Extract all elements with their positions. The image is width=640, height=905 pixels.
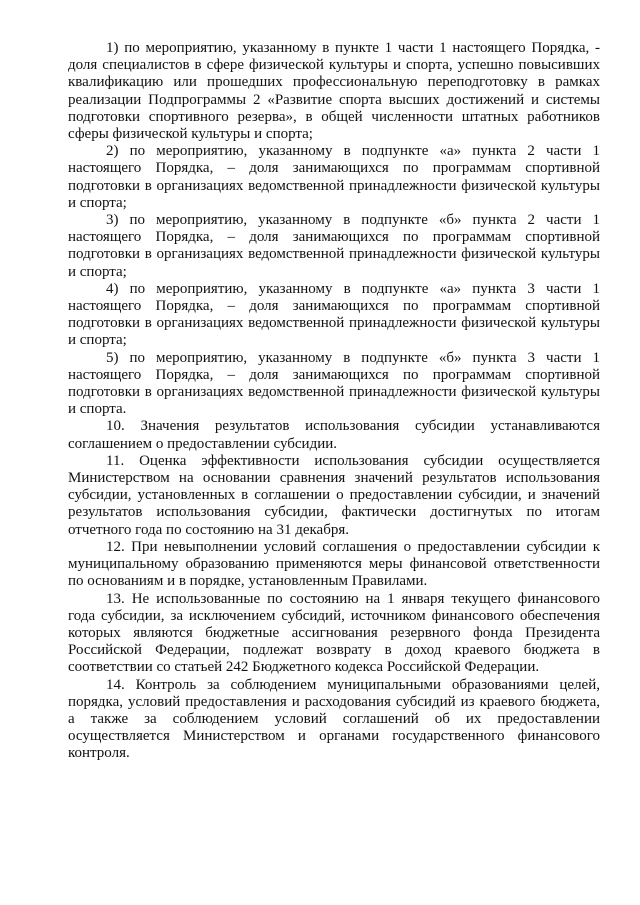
paragraph-indicator-2: 2) по мероприятию, указанному в подпункте «а» пункта 2 части 1 настоящего Порядка, – доля занимающихся по программам спортивной подготовки в организациях ведомственной принадлежности физической культуры и спорта; — [68, 143, 600, 211]
paragraph-indicator-3: 3) по мероприятию, указанному в подпункте «б» пункта 2 части 1 настоящего Порядка, – доля занимающихся по программам спортивной подготовки в организациях ведомственной принадлежности физической культуры и спорта; — [68, 212, 600, 280]
paragraph-clause-12: 12. При невыполнении условий соглашения о предоставлении субсидии к муниципальному образованию применяются меры финансовой ответственности по основаниям и в порядке, установленным Правилами. — [68, 538, 600, 590]
paragraph-clause-13: 13. Не использованные по состоянию на 1 января текущего финансового года субсидии, за исключением субсидий, источником финансового обеспечения которых являются бюджетные ассигнования резервного фонда Президента Российской Федерации, подлежат возврату в доход краевого бюджета в соответствии со статьей 242 Бюджетного кодекса Российской Федерации. — [68, 590, 600, 676]
paragraph-indicator-5: 5) по мероприятию, указанному в подпункте «б» пункта 3 части 1 настоящего Порядка, – доля занимающихся по программам спортивной подготовки в организациях ведомственной принадлежности физической культуры и спорта. — [68, 349, 600, 418]
document-page — [68, 40, 600, 763]
paragraph-indicator-4: 4) по мероприятию, указанному в подпункте «а» пункта 3 части 1 настоящего Порядка, – доля занимающихся по программам спортивной подготовки в организациях ведомственной принадлежности физической культуры и спорта; — [68, 280, 600, 349]
paragraph-clause-14: 14. Контроль за соблюдением муниципальными образованиями целей, порядка, условий предоставления и расходования субсидий из краевого бюджета, а также за соблюдением условий соглашений об их предоставлении осуществляется Министерством и органами государственного финансового контроля. — [68, 676, 600, 762]
paragraph-clause-11: 11. Оценка эффективности использования субсидии осуществляется Министерством на основании сравнения значений результатов использования субсидии, установленных в соглашении о предоставлении субсидии, и значений результатов использования субсидии, фактически достигнутых по итогам отчетного года по состоянию на 31 декабря. — [68, 452, 600, 538]
paragraph-indicator-1: 1) по мероприятию, указанному в пункте 1 части 1 настоящего Порядка, - доля специалистов в сфере физической культуры и спорта, успешно повысивших квалификацию или прошедших профессиональную переподготовку в рамках реализации Подпрограммы 2 «Развитие спорта высших достижений и системы подготовки спортивного резерва», в общей численности штатных работников сферы физической культуры и спорта; — [68, 40, 600, 143]
paragraph-clause-10: 10. Значения результатов использования субсидии устанавливаются соглашением о предоставлении субсидии. — [68, 418, 600, 452]
